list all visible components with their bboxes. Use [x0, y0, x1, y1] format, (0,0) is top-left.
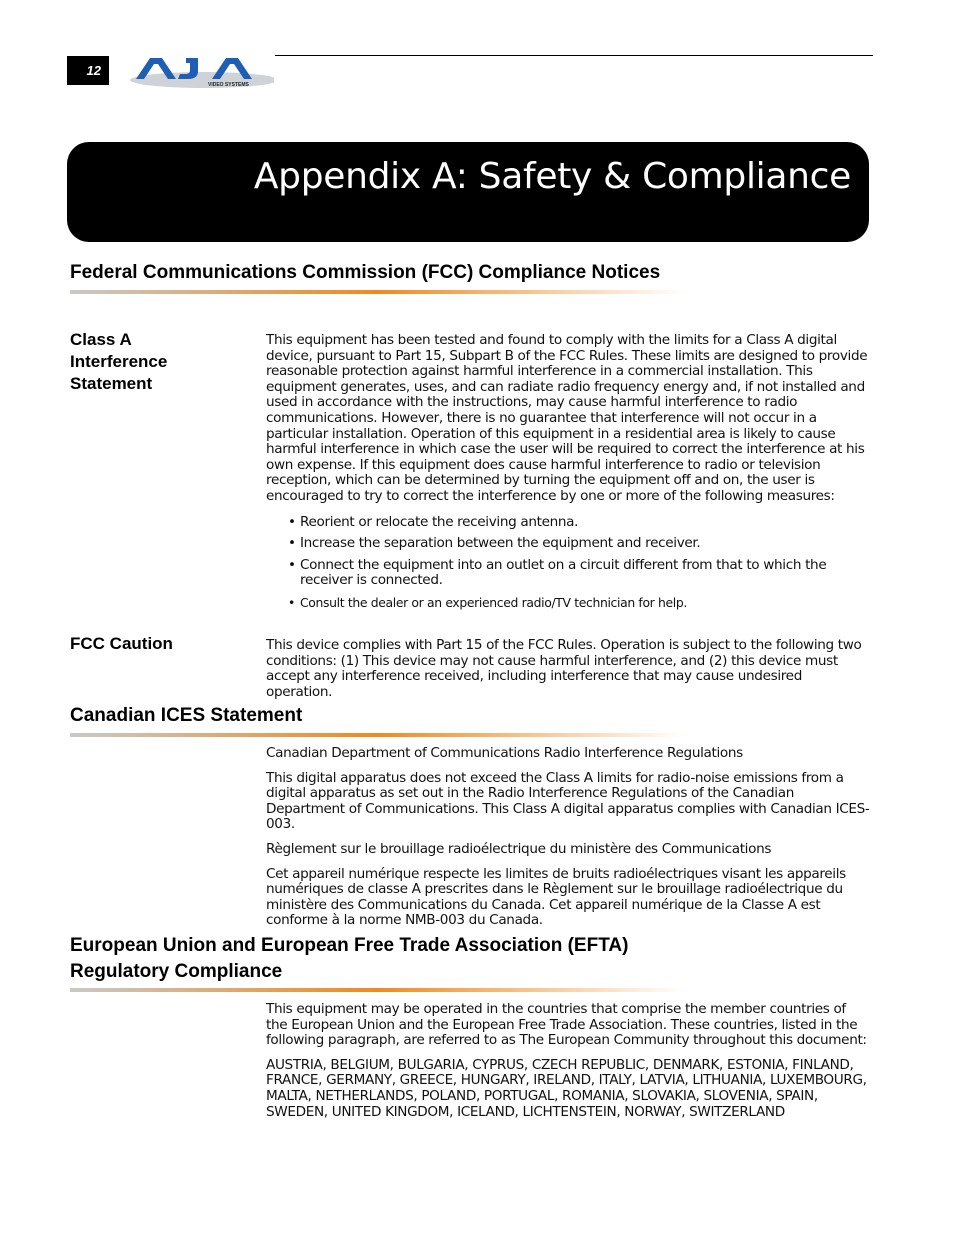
header-rule	[275, 55, 873, 56]
class-a-bullet-list	[266, 515, 871, 611]
bullet-icon: •	[288, 556, 296, 573]
eu-paragraph: This equipment may be operated in the countries that comprise the member countries of the European Union and the European Free Trade Association. These countries, listed in the following paragraph, are referred to as The European Community throughout this document:	[266, 1001, 867, 1049]
canada-paragraph: Cet appareil numérique respecte les limites de bruits radioélectriques visant les appareils numériques de classe A prescrites dans le Règlement sur le brouillage radioélectrique du ministère des Communications du Canada. Cet appareil numérique de la Classe A est conforme à la norme NMB-003 du Canada.	[266, 865, 846, 929]
bullet-icon: •	[288, 594, 295, 610]
canada-paragraph: Règlement sur le brouillage radioélectrique du ministère des Communications	[266, 840, 772, 857]
title-banner	[67, 142, 869, 242]
fcc-heading: Federal Communications Commission (FCC) Compliance Notices	[70, 262, 661, 283]
eu-body	[266, 1002, 871, 1129]
eu-heading-line2: Regulatory Compliance	[70, 961, 283, 982]
canada-body	[266, 746, 871, 938]
canada-paragraph: This digital apparatus does not exceed the Class A limits for radio-noise emissions from a digital apparatus as set out in the Radio Interference Regulations of the Canadian Department of Communications. This Class A digital apparatus complies with Canadian ICES-003.	[266, 769, 870, 833]
list-item: • Consult the dealer or an experienced radio/TV technician for help.	[288, 594, 687, 610]
bullet-icon: •	[288, 535, 296, 552]
class-a-label: Class A Interference Statement	[70, 330, 168, 393]
fcc-caution-paragraph: This device complies with Part 15 of the FCC Rules. Operation is subject to the following two conditions: (1) This device may not cause harmful interference, and (2) this device must accept any interference received, including interference that may cause undesired operation.	[266, 637, 862, 700]
fcc-caution-body	[266, 638, 871, 709]
list-item: • Connect the equipment into an outlet on a circuit different from that to which the receiver is connected.	[288, 556, 827, 589]
eu-heading	[70, 933, 628, 985]
canada-heading-rule	[70, 733, 685, 737]
bullet-icon: •	[288, 513, 296, 530]
canada-paragraph: Canadian Department of Communications Radio Interference Regulations	[266, 745, 743, 761]
eu-country-list: AUSTRIA, BELGIUM, BULGARIA, CYPRUS, CZECH REPUBLIC, DENMARK, ESTONIA, FINLAND, FRANCE, GERMANY, GREECE, HUNGARY, IRELAND, ITALY, LATVIA, LITHUANIA, LUXEMBOURG, MALTA, NETHERLANDS, POLAND, PORTUGAL, ROMANIA, SLOVAKIA, SLOVENIA, SPAIN, SWEDEN, UNITED KINGDOM, ICELAND, LICHTENSTEIN, NORWAY, SWITZERLAND	[266, 1056, 867, 1120]
page-title: Appendix A: Safety & Compliance	[253, 156, 851, 197]
canada-heading: Canadian ICES Statement	[70, 705, 303, 726]
list-item: • Reorient or relocate the receiving antenna.	[288, 513, 579, 530]
list-item: • Increase the separation between the equipment and receiver.	[288, 535, 701, 552]
class-a-body	[266, 333, 871, 617]
class-a-paragraph: This equipment has been tested and found to comply with the limits for a Class A digital device, pursuant to Part 15, Subpart B of the FCC Rules. These limits are designed to provide reasonable protection against harmful interference in a commercial installation. This equipment generates, uses, and can radiate radio frequency energy and, if not installed and used in accordance with the instructions, may cause harmful interference to radio communications. However, there is no guarantee that interference will not occur in a particular installation. Operation of this equipment in a residential area is likely to cause harmful interference in which case the user will be required to correct the interference at his own expense. If this equipment does cause harmful interference to radio or television reception, which can be determined by turning the equipment off and on, the user is encouraged to try to correct the interference by one or more of the following measures:	[266, 332, 868, 504]
aja-logo	[128, 54, 274, 88]
fcc-heading-rule	[70, 290, 685, 294]
eu-heading-line1: European Union and European Free Trade Association (EFTA)	[70, 935, 629, 956]
eu-heading-rule	[70, 988, 685, 992]
page-number: 12	[67, 56, 109, 85]
logo-subtext: VIDEO SYSTEMS	[208, 82, 249, 88]
fcc-caution-label: FCC Caution	[70, 634, 173, 653]
